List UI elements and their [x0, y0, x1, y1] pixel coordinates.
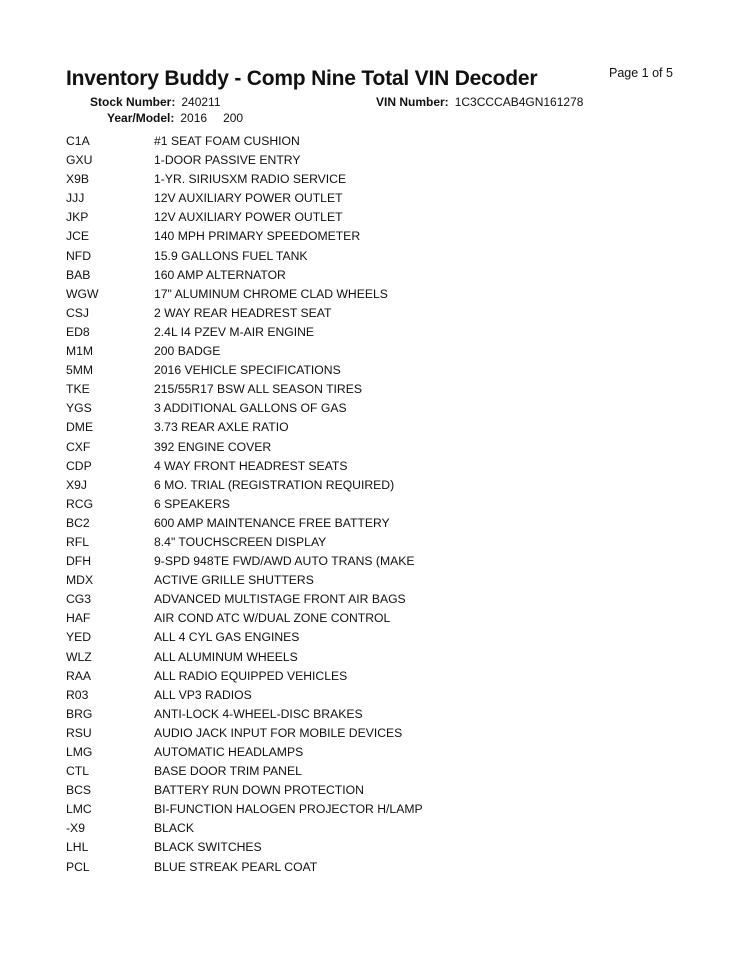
option-code: WLZ — [66, 649, 92, 664]
option-row — [66, 362, 666, 381]
option-description: 9-SPD 948TE FWD/AWD AUTO TRANS (MAKE — [154, 554, 415, 569]
option-row — [66, 649, 666, 668]
option-code: X9B — [66, 172, 90, 187]
option-code: DME — [66, 420, 94, 435]
option-description: 3 ADDITIONAL GALLONS OF GAS — [154, 401, 347, 416]
option-row — [66, 687, 666, 706]
option-description: ACTIVE GRILLE SHUTTERS — [154, 573, 314, 588]
option-description: 2016 VEHICLE SPECIFICATIONS — [154, 363, 341, 378]
option-code: BCS — [66, 783, 92, 798]
option-description: ALL 4 CYL GAS ENGINES — [154, 630, 300, 645]
option-description: 1-DOOR PASSIVE ENTRY — [154, 153, 301, 168]
option-code: BC2 — [66, 515, 90, 530]
year-model-label: Year/Model: — [107, 111, 175, 125]
option-description: #1 SEAT FOAM CUSHION — [154, 134, 300, 148]
option-row — [66, 534, 666, 553]
option-description: ALL VP3 RADIOS — [154, 687, 252, 702]
option-code: CSJ — [66, 305, 90, 320]
option-description: BATTERY RUN DOWN PROTECTION — [154, 783, 364, 798]
option-description: BLUE STREAK PEARL COAT — [154, 859, 318, 874]
option-row — [66, 572, 666, 591]
page-title: Inventory Buddy - Comp Nine Total VIN Decoder — [66, 67, 538, 90]
option-code: RFL — [66, 534, 90, 549]
option-code: R03 — [66, 687, 89, 702]
option-code: CXF — [66, 439, 91, 454]
option-row — [66, 209, 666, 228]
option-description: 140 MPH PRIMARY SPEEDOMETER — [154, 229, 361, 244]
option-code: JCE — [66, 229, 90, 244]
option-code: CDP — [66, 458, 92, 473]
option-row — [66, 400, 666, 419]
option-code: RSU — [66, 725, 92, 740]
option-description: 4 WAY FRONT HEADREST SEATS — [154, 458, 348, 473]
option-code: MDX — [66, 573, 94, 588]
option-row — [66, 553, 666, 572]
option-code: ED8 — [66, 324, 90, 339]
option-row — [66, 381, 666, 400]
option-description: 8.4" TOUCHSCREEN DISPLAY — [154, 534, 327, 549]
option-row — [66, 725, 666, 744]
stock-number-row — [90, 95, 221, 109]
option-code: BAB — [66, 267, 91, 282]
option-row — [66, 343, 666, 362]
option-description: 15.9 GALLONS FUEL TANK — [154, 248, 308, 263]
option-row — [66, 419, 666, 438]
option-row — [66, 859, 666, 878]
option-description: 200 BADGE — [154, 344, 221, 359]
option-description: ALL ALUMINUM WHEELS — [154, 649, 298, 664]
option-description: ALL RADIO EQUIPPED VEHICLES — [154, 668, 348, 683]
option-row — [66, 324, 666, 343]
option-code: -X9 — [66, 821, 85, 836]
option-row — [66, 801, 666, 820]
option-row — [66, 439, 666, 458]
option-row — [66, 496, 666, 515]
option-description: 6 SPEAKERS — [154, 496, 230, 511]
option-row — [66, 152, 666, 171]
option-row — [66, 610, 666, 629]
option-row — [66, 839, 666, 858]
option-description: ADVANCED MULTISTAGE FRONT AIR BAGS — [154, 592, 406, 607]
year-value: 2016 — [180, 111, 208, 125]
option-row — [66, 248, 666, 267]
option-code: RCG — [66, 496, 94, 511]
option-code: NFD — [66, 248, 92, 263]
option-description: 392 ENGINE COVER — [154, 439, 272, 454]
option-description: BLACK SWITCHES — [154, 840, 262, 855]
option-row — [66, 228, 666, 247]
option-code: LMC — [66, 802, 92, 817]
option-code: LMG — [66, 745, 93, 759]
option-row — [66, 668, 666, 687]
option-description: 6 MO. TRIAL (REGISTRATION REQUIRED) — [154, 477, 395, 492]
option-description: 2.4L I4 PZEV M-AIR ENGINE — [154, 324, 315, 339]
option-row — [66, 591, 666, 610]
option-code: HAF — [66, 611, 91, 626]
option-code: BRG — [66, 706, 93, 721]
option-code: X9J — [66, 477, 88, 492]
option-code: C1A — [66, 134, 90, 148]
option-row — [66, 190, 666, 209]
option-code-list — [66, 133, 666, 878]
option-description: 17" ALUMINUM CHROME CLAD WHEELS — [154, 286, 388, 301]
option-description: 12V AUXILIARY POWER OUTLET — [154, 191, 343, 206]
option-code: YGS — [66, 401, 92, 416]
option-row — [66, 515, 666, 534]
option-description: 2 WAY REAR HEADREST SEAT — [154, 305, 332, 320]
option-code: LHL — [66, 840, 89, 855]
option-code: YED — [66, 630, 92, 645]
option-code: WGW — [66, 286, 99, 301]
option-row — [66, 820, 666, 839]
option-code: JKP — [66, 210, 89, 225]
option-row — [66, 458, 666, 477]
option-code: DFH — [66, 554, 92, 569]
option-description: 215/55R17 BSW ALL SEASON TIRES — [154, 382, 362, 397]
option-row — [66, 477, 666, 496]
vin-number-row — [376, 95, 583, 109]
option-row — [66, 782, 666, 801]
option-row — [66, 305, 666, 324]
option-description: BASE DOOR TRIM PANEL — [154, 764, 302, 779]
option-code: RAA — [66, 668, 92, 683]
option-code: M1M — [66, 344, 94, 359]
option-description: 12V AUXILIARY POWER OUTLET — [154, 210, 343, 225]
option-description: 1-YR. SIRIUSXM RADIO SERVICE — [154, 172, 347, 187]
option-description: 600 AMP MAINTENANCE FREE BATTERY — [154, 515, 390, 530]
page-number: Page 1 of 5 — [609, 66, 673, 80]
option-row — [66, 171, 666, 190]
option-description: AUTOMATIC HEADLAMPS — [154, 745, 304, 759]
option-code: GXU — [66, 153, 93, 168]
model-value: 200 — [223, 111, 244, 125]
option-code: 5MM — [66, 363, 94, 378]
vin-number-label: VIN Number: — [376, 95, 449, 109]
option-code: PCL — [66, 859, 90, 874]
vin-number-value: 1C3CCCAB4GN161278 — [454, 95, 584, 109]
option-row — [66, 267, 666, 286]
stock-number-label: Stock Number: — [90, 95, 176, 109]
option-row — [66, 286, 666, 305]
option-description: BLACK — [154, 821, 194, 836]
option-code: TKE — [66, 382, 90, 397]
option-description: AUDIO JACK INPUT FOR MOBILE DEVICES — [154, 725, 403, 740]
option-code: CTL — [66, 764, 90, 779]
option-code: CG3 — [66, 592, 92, 607]
option-row — [66, 706, 666, 725]
option-description: AIR COND ATC W/DUAL ZONE CONTROL — [154, 611, 391, 626]
option-row — [66, 629, 666, 648]
option-description: 3.73 REAR AXLE RATIO — [154, 420, 289, 435]
option-row — [66, 763, 666, 782]
option-code: JJJ — [66, 191, 85, 206]
option-row — [66, 744, 666, 763]
option-description: ANTI-LOCK 4-WHEEL-DISC BRAKES — [154, 706, 363, 721]
option-description: 160 AMP ALTERNATOR — [154, 267, 286, 282]
option-row — [66, 133, 666, 152]
stock-number-value: 240211 — [181, 95, 221, 109]
year-model-row — [107, 111, 243, 125]
option-description: BI-FUNCTION HALOGEN PROJECTOR H/LAMP — [154, 802, 423, 817]
